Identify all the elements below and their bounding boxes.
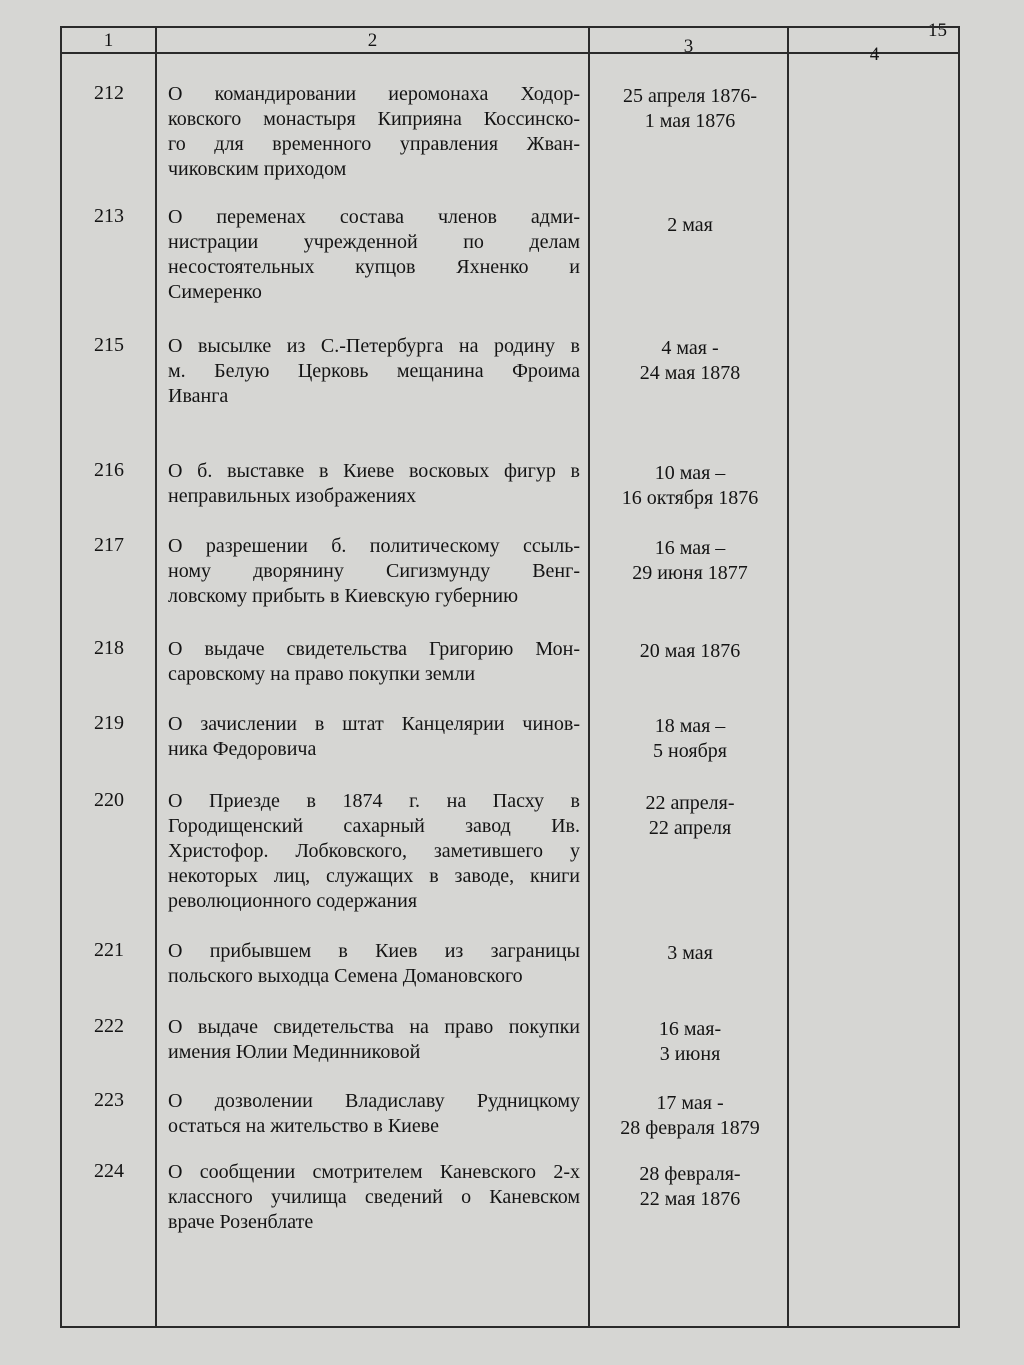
item-description [168,534,580,609]
description-line: ловскому прибыть в Киевскую губернию [168,585,519,607]
item-number: 215 [94,334,124,356]
date-line: 22 мая 1876 [639,1188,741,1210]
description-line: неправильных изображениях [168,485,417,507]
item-description [168,712,580,762]
date-line: 2 мая [667,214,713,236]
item-description [168,637,580,687]
item-dates [592,461,788,511]
description-line: О разрешении б. политическому ссыль- [168,535,580,557]
date-line: 17 мая - [656,1092,724,1114]
description-line: чиковским приходом [168,158,347,180]
description-line: Городищенский сахарный завод Ив. [168,815,580,837]
description-line: го для временного управления Жван- [168,133,580,155]
date-line: 16 октября 1876 [621,487,759,509]
description-line: саровскому на право покупки земли [168,663,476,685]
date-line: 28 февраля 1879 [620,1117,760,1139]
description-line: м. Белую Церковь мещанина Фроима [168,360,580,382]
item-number: 220 [94,789,124,811]
date-line: 10 мая – [654,462,726,484]
item-dates [592,791,788,841]
description-line: революционного содержания [168,890,418,912]
item-description [168,1015,580,1065]
item-description [168,939,580,989]
description-line: О выдаче свидетельства на право покупки [168,1016,580,1038]
item-dates [592,213,788,238]
item-dates [592,84,788,134]
item-dates [592,1091,788,1141]
item-description [168,789,580,914]
item-dates [592,1162,788,1212]
description-line: ному дворянину Сигизмунду Венг- [168,560,580,582]
description-line: О дозволении Владиславу Рудницкому [168,1090,580,1112]
date-line: 4 мая - [661,337,719,359]
date-line: 24 мая 1878 [639,362,741,384]
item-dates [592,336,788,386]
item-description [168,82,580,182]
date-line: 16 мая- [658,1018,722,1040]
item-dates [592,536,788,586]
column-header-3: 3 [683,36,694,57]
description-line: О Приезде в 1874 г. на Пасху в [168,790,580,812]
date-line: 16 мая – [654,537,726,559]
description-line: О командировании иеромонаха Ходор- [168,83,580,105]
item-description [168,1160,580,1235]
date-line: 3 мая [667,942,713,964]
description-line: имения Юлии Мединниковой [168,1041,421,1063]
column-header-1: 1 [103,30,114,51]
item-number: 213 [94,205,124,227]
item-number: 223 [94,1089,124,1111]
column-header-2: 2 [367,30,378,51]
description-line: враче Розенблате [168,1211,314,1233]
date-line: 22 апреля [648,817,732,839]
date-line: 29 июня 1877 [632,562,748,584]
date-line: 3 июня [659,1043,721,1065]
date-line: 18 мая – [654,715,726,737]
description-line: классного училища сведений о Каневском [168,1186,580,1208]
column-header-4: 4 [869,44,880,65]
item-number: 212 [94,82,124,104]
page-number: 15 [928,20,947,41]
item-dates [592,639,788,664]
item-number: 224 [94,1160,124,1182]
description-line: польского выходца Семена Домановского [168,965,523,987]
description-line: ковского монастыря Киприяна Коссинско- [168,108,580,130]
column-divider [588,28,590,1326]
item-description [168,1089,580,1139]
date-line: 20 мая 1876 [639,640,741,662]
item-description [168,459,580,509]
description-line: остаться на жительство в Киеве [168,1115,439,1137]
description-line: О переменах состава членов адми- [168,206,580,228]
item-number: 221 [94,939,124,961]
date-line: 5 ноября [653,740,727,762]
description-line: ника Федоровича [168,738,317,760]
item-description [168,205,580,305]
description-line: Христофор. Лобковского, заметившего у [168,840,580,862]
date-line: 25 апреля 1876- [622,85,758,107]
date-line: 1 мая 1876 [644,110,736,132]
item-dates [592,714,788,764]
description-line: О прибывшем в Киев из заграницы [168,940,580,962]
item-dates [592,1017,788,1067]
item-dates [592,941,788,966]
description-line: О высылке из С.-Петербурга на родину в [168,335,580,357]
date-line: 22 апреля- [645,792,735,814]
description-line: некоторых лиц, служащих в заводе, книги [168,865,580,887]
date-line: 28 февраля- [639,1163,741,1185]
description-line: О б. выставке в Киеве восковых фигур в [168,460,580,482]
item-number: 217 [94,534,124,556]
description-line: О выдаче свидетельства Григорию Мон- [168,638,580,660]
description-line: несостоятельных купцов Яхненко и [168,256,580,278]
item-description [168,334,580,409]
description-line: Симеренко [168,281,262,303]
description-line: нистрации учрежденной по делам [168,231,580,253]
item-number: 219 [94,712,124,734]
description-line: О сообщении смотрителем Каневского 2-х [168,1161,580,1183]
archive-inventory-table [60,26,960,1328]
description-line: О зачислении в штат Канцелярии чинов- [168,713,580,735]
item-number: 218 [94,637,124,659]
item-number: 216 [94,459,124,481]
description-line: Иванга [168,385,229,407]
item-number: 222 [94,1015,124,1037]
